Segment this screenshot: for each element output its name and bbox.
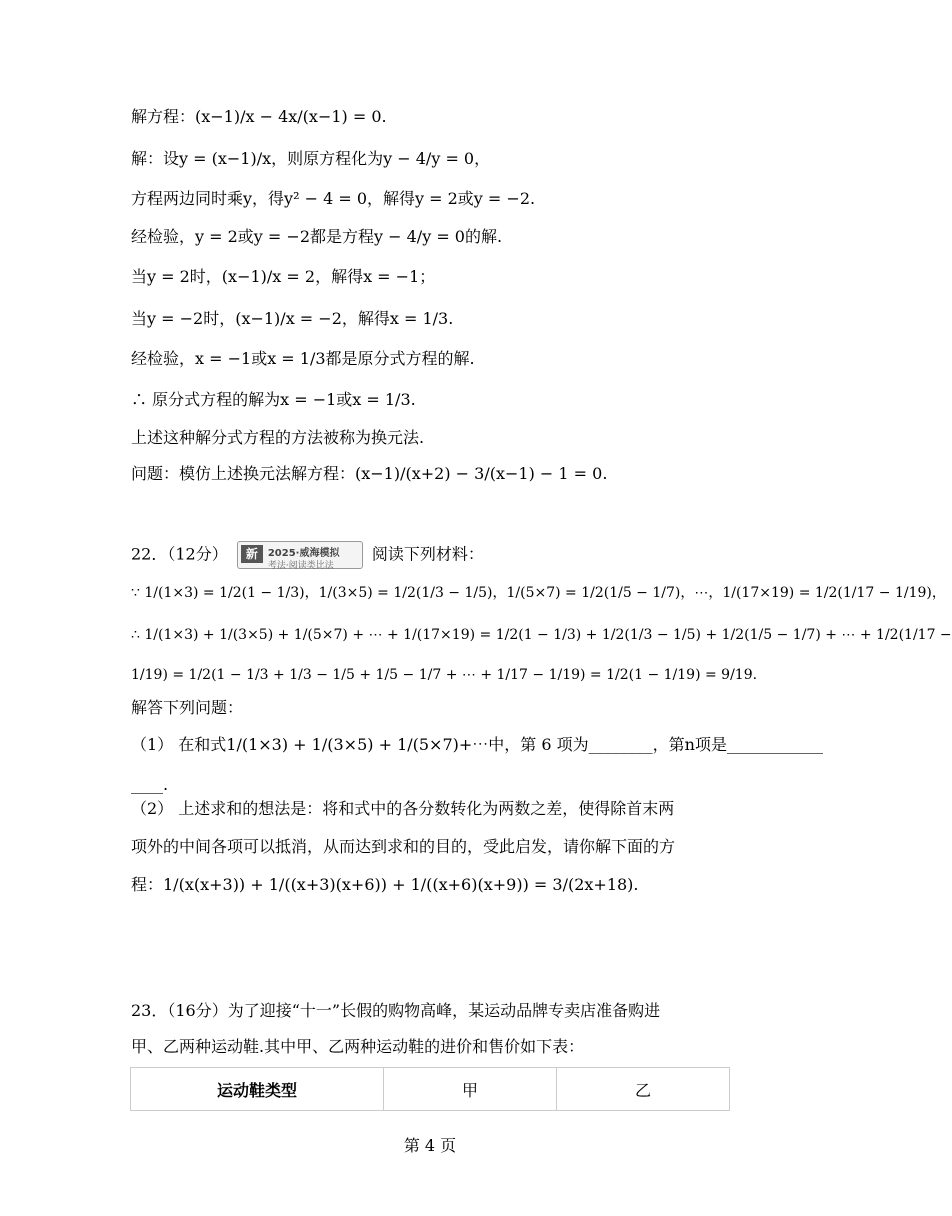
text-line: 当y = −2时，(x−1)/x = −2，解得x = 1/3. — [131, 309, 454, 328]
table-header-type: 运动鞋类型 — [131, 1068, 384, 1111]
text-line: 解答下列问题： — [131, 698, 244, 717]
text-line: 问题：模仿上述换元法解方程：(x−1)/(x+2) − 3/(x−1) − 1 = 0. — [131, 464, 608, 483]
text-line: 解方程：(x−1)/x − 4x/(x−1) = 0. — [131, 107, 387, 126]
table-header-yi: 乙 — [557, 1068, 730, 1111]
question-22-header — [131, 541, 484, 569]
text-line: ∵ 1/(1×3) = 1/2(1 − 1/3)，1/(3×5) = 1/2(1/3 − 1/5)，1/(5×7) = 1/2(1/5 − 1/7)，⋯，1/(17×19) = 1/2(1/17 − 1/19)， — [131, 585, 946, 601]
text-line: 1/19) = 1/2(1 − 1/3 + 1/3 − 1/5 + 1/5 − 1/7 + ⋯ + 1/17 − 1/19) = 1/2(1 − 1/19) = 9/19. — [131, 667, 758, 683]
text-line: 23．（16分）为了迎接“十一”长假的购物高峰，某运动品牌专卖店准备购进 — [131, 1001, 661, 1020]
logo-badge: 新 — [241, 545, 263, 563]
text-line: ____. — [131, 775, 169, 794]
text-line: 解：设y = (x−1)/x，则原方程化为y − 4/y = 0， — [131, 149, 491, 168]
question-intro: 阅读下列材料： — [371, 544, 484, 564]
page-footer: 第 4 页 — [403, 1136, 457, 1155]
question-number: 22．（12分） — [131, 544, 228, 564]
price-table — [130, 1067, 730, 1111]
text-line: 甲、乙两种运动鞋.其中甲、乙两种运动鞋的进价和售价如下表： — [131, 1037, 585, 1056]
text-line: （2） 上述求和的想法是：将和式中的各分数转化为两数之差，使得除首末两 — [131, 799, 675, 818]
logo-year: 2025·威海模拟 — [267, 548, 340, 559]
text-line: 方程两边同时乘y，得y² − 4 = 0，解得y = 2或y = −2. — [131, 189, 536, 208]
text-line: ∴ 1/(1×3) + 1/(3×5) + 1/(5×7) + ⋯ + 1/(17×19) = 1/2(1 − 1/3) + 1/2(1/3 − 1/5) + 1/2(1/5 − 1/7) + ⋯ + 1/2(1/17 − — [131, 627, 952, 643]
source-logo — [237, 541, 363, 569]
text-line: 经检验，x = −1或x = 1/3都是原分式方程的解. — [131, 349, 475, 368]
logo-subtitle: 考法·阅读类比法 — [267, 561, 334, 571]
table-row — [131, 1068, 730, 1111]
text-line: （1） 在和式1/(1×3) + 1/(3×5) + 1/(5×7)+⋯中，第 6 项为________，第n项是____________ — [131, 735, 823, 754]
text-line: 上述这种解分式方程的方法被称为换元法. — [131, 428, 425, 447]
text-line: 项外的中间各项可以抵消，从而达到求和的目的，受此启发，请你解下面的方 — [131, 837, 676, 856]
text-line: 程：1/(x(x+3)) + 1/((x+3)(x+6)) + 1/((x+6)(x+9)) = 3/(2x+18). — [131, 875, 639, 894]
table-header-jia: 甲 — [384, 1068, 557, 1111]
text-line: ∴ 原分式方程的解为x = −1或x = 1/3. — [131, 390, 416, 409]
text-line: 经检验，y = 2或y = −2都是方程y − 4/y = 0的解. — [131, 227, 503, 246]
text-line: 当y = 2时，(x−1)/x = 2，解得x = −1； — [131, 267, 436, 286]
